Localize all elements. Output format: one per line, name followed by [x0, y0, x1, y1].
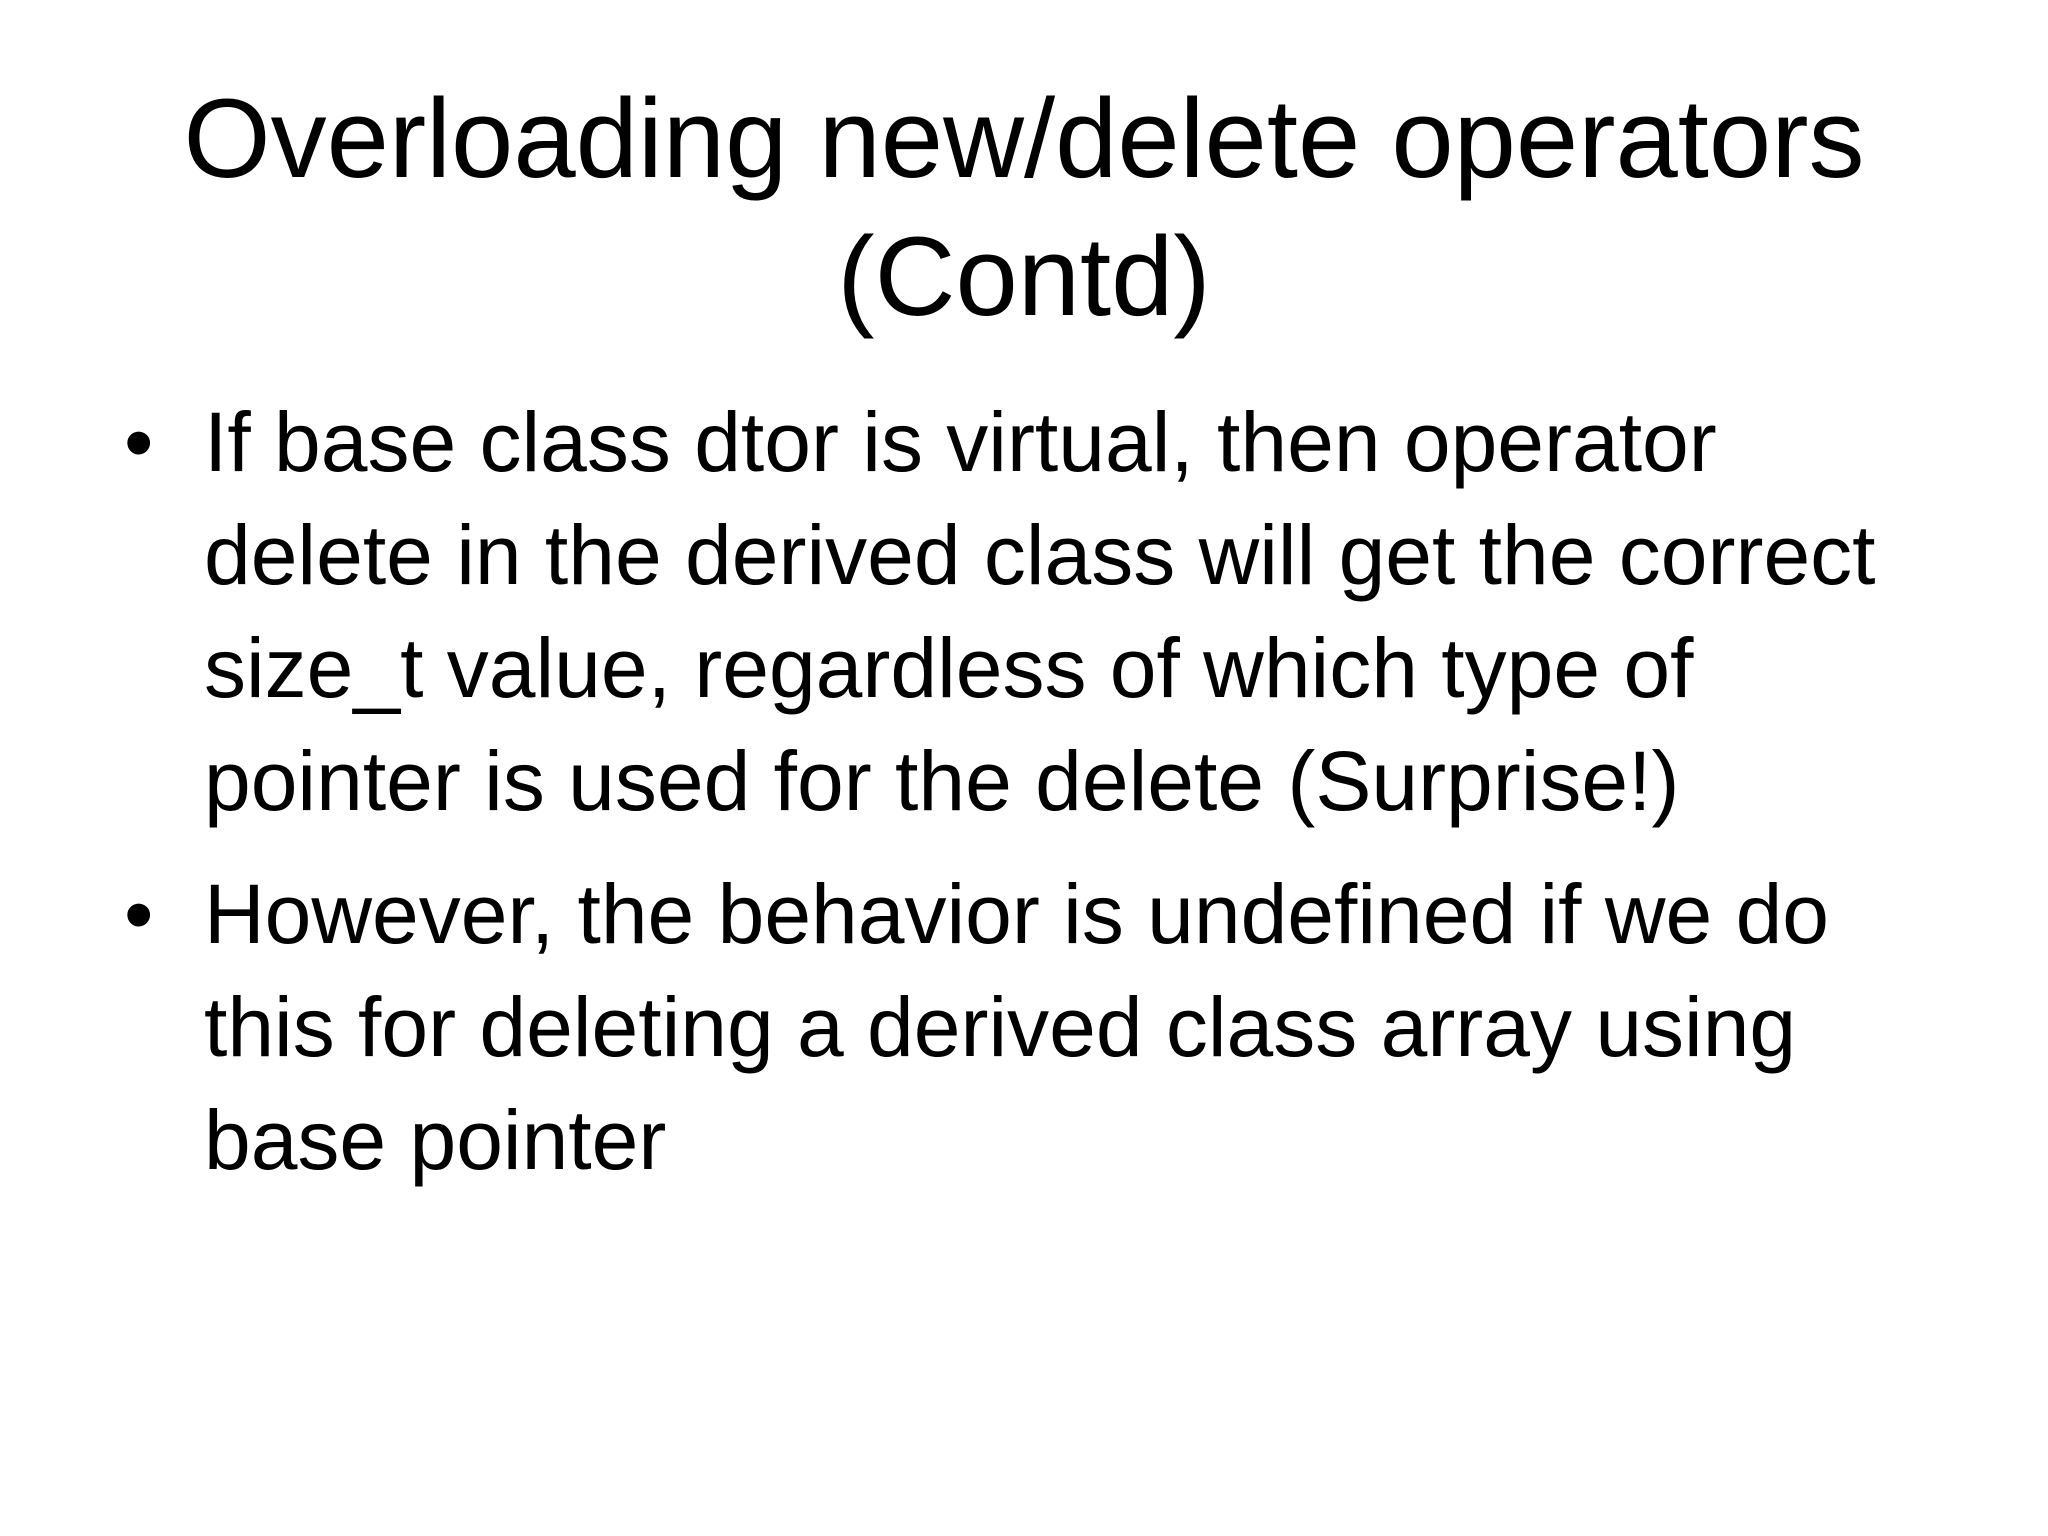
- bullet-text: If base class dtor is virtual, then operator delete in the derived class will get the correct size_t value, regardless of which type of pointer is used for the delete (Surprise!): [204, 395, 1876, 828]
- bullet-dot-icon: •: [124, 395, 154, 489]
- bullet-text: However, the behavior is undefined if we do this for deleting a derived class array using base pointer: [204, 867, 1829, 1187]
- bullet-item: [124, 858, 1904, 1197]
- bullet-list: [124, 386, 1904, 1217]
- bullet-dot-icon: •: [124, 867, 154, 961]
- slide-title: Overloading new/delete operators (Contd): [183, 76, 1865, 339]
- bullet-item: [124, 386, 1904, 838]
